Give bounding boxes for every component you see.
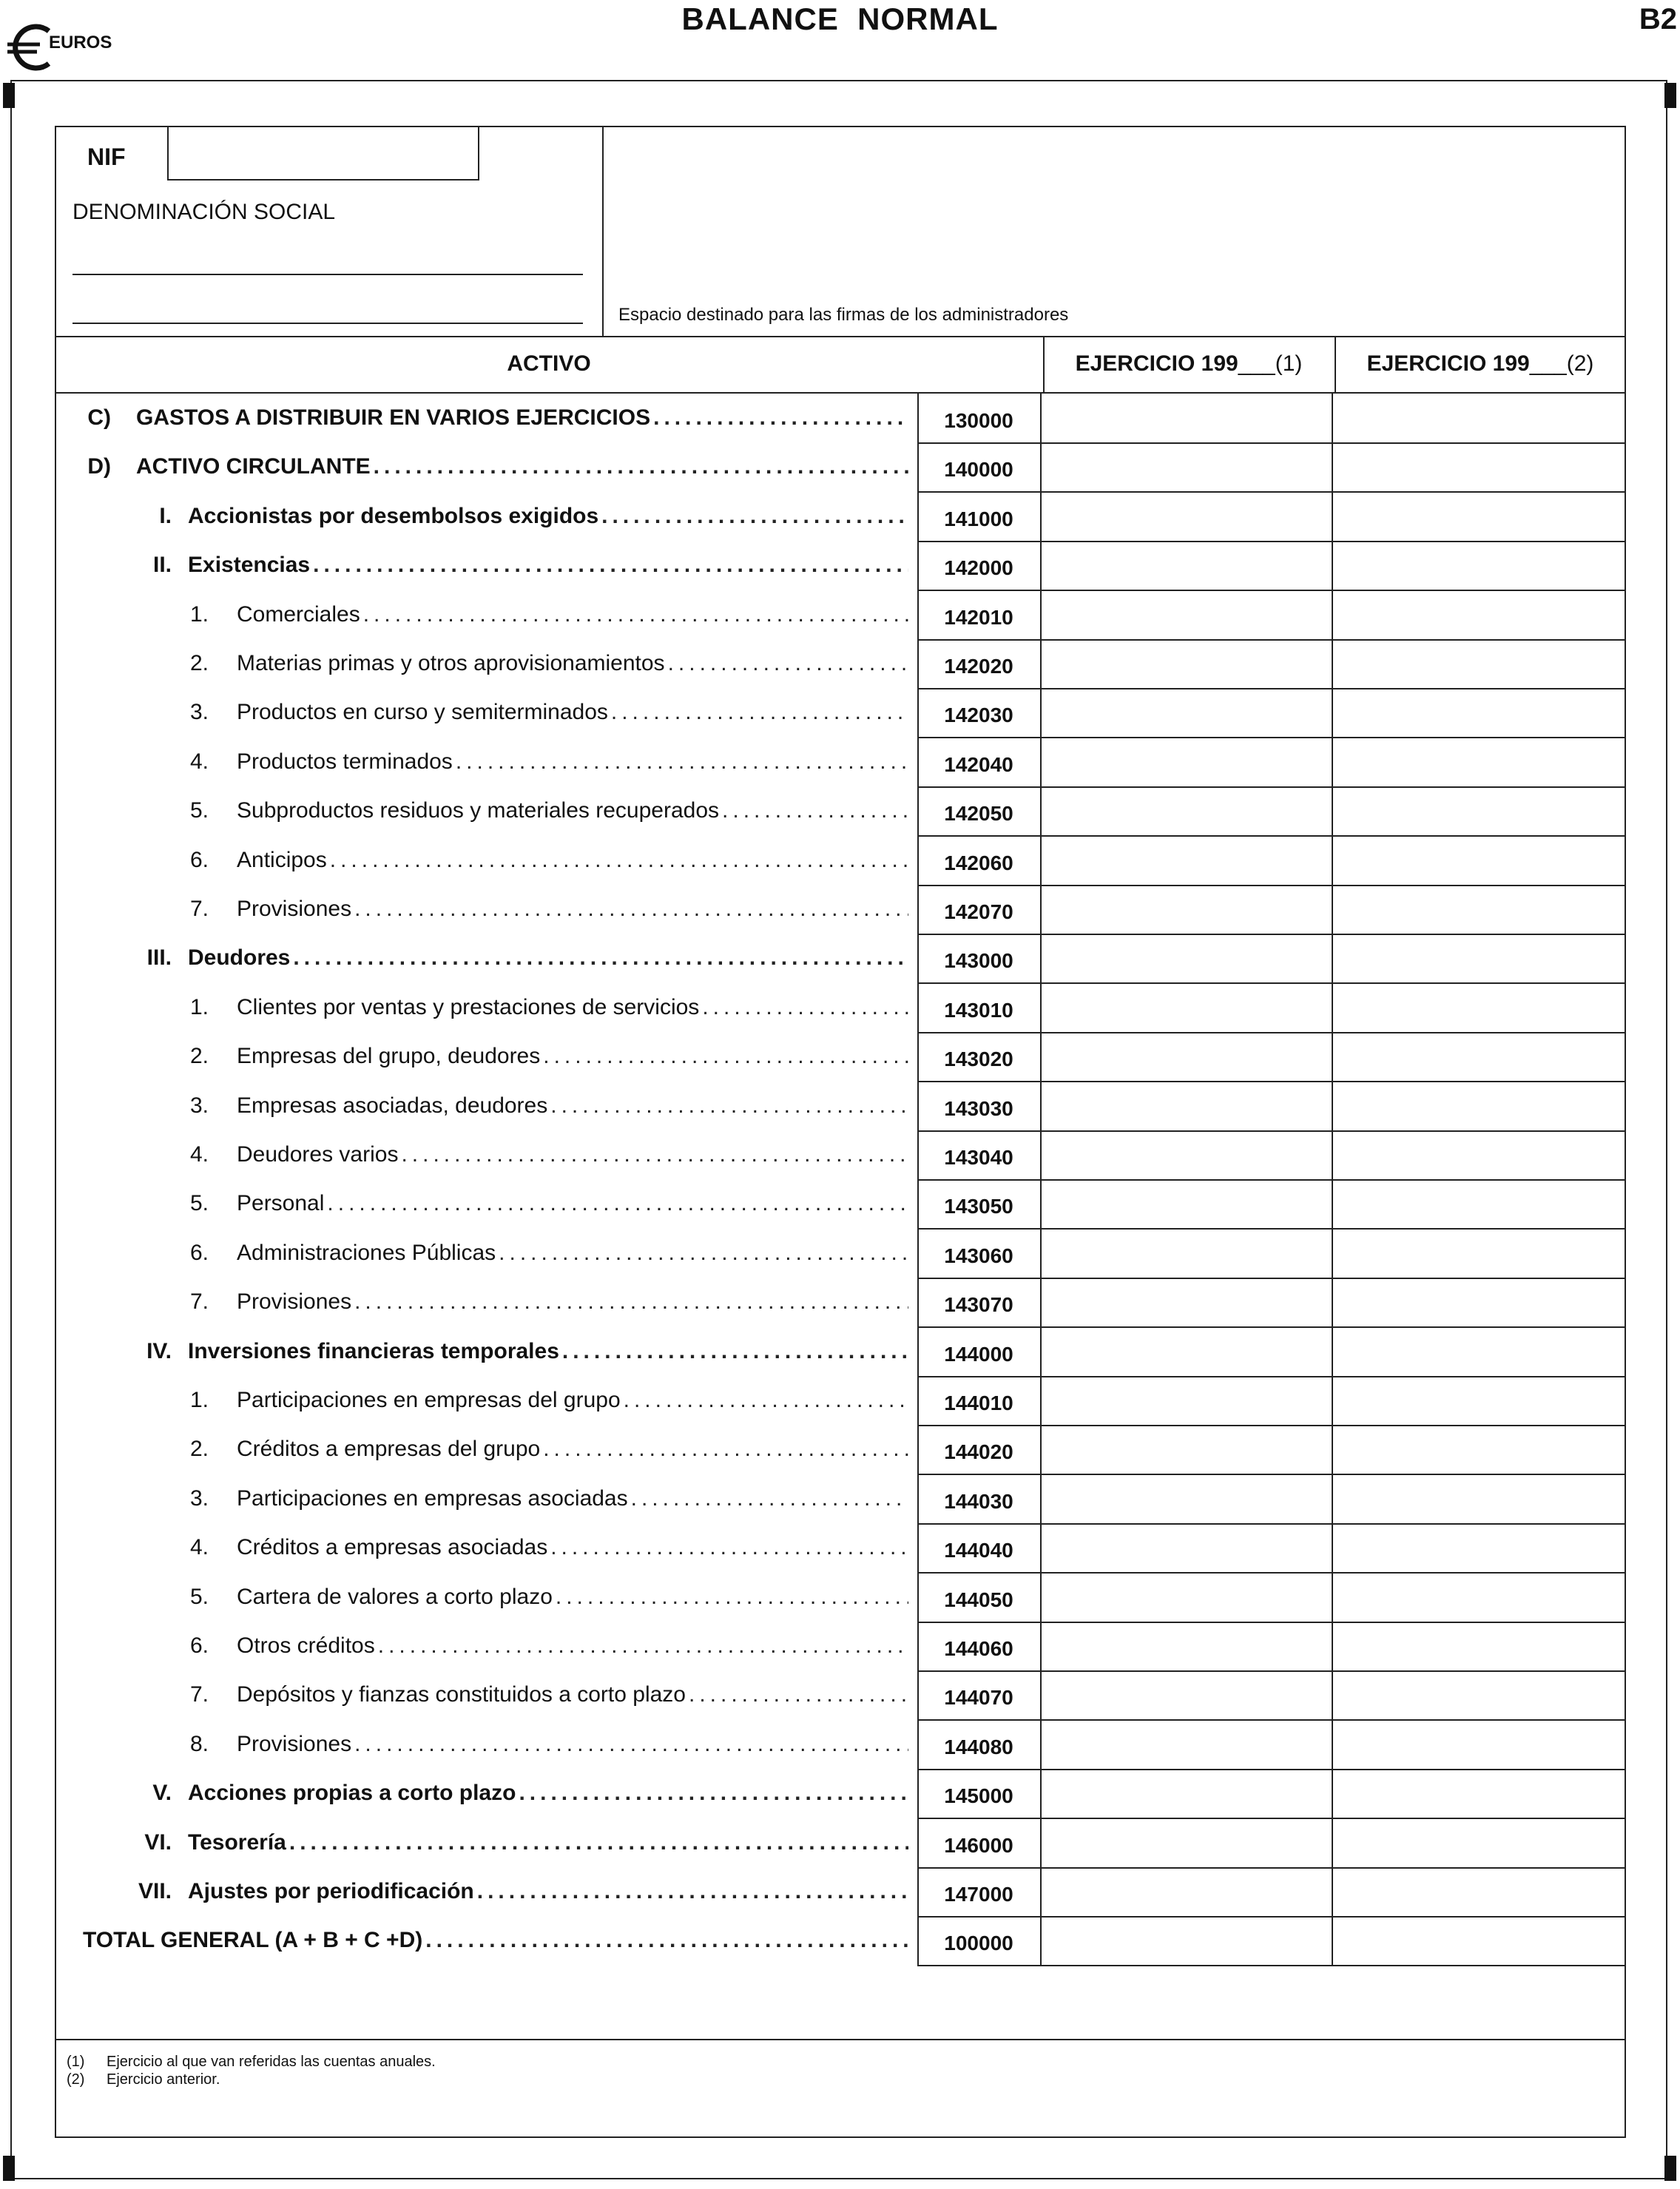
row-code: 142060	[944, 851, 1013, 874]
row-code: 130000	[944, 409, 1013, 432]
dot-leader	[327, 1179, 908, 1228]
value-cell-ejercicio-1[interactable]	[1040, 1082, 1332, 1130]
row-code: 142070	[944, 900, 1013, 923]
row-text: Comerciales	[237, 602, 360, 627]
row-text: Acciones propias a corto plazo	[188, 1781, 516, 1805]
row-text: Cartera de valores a corto plazo	[237, 1585, 553, 1609]
row-number: 5.	[189, 1191, 209, 1215]
dot-leader	[354, 1278, 908, 1326]
denominacion-social-label: DENOMINACIÓN SOCIAL	[72, 200, 336, 224]
value-cell-ejercicio-1[interactable]	[1040, 1032, 1332, 1081]
column-header-ejercicio-1	[1043, 336, 1335, 392]
row-label	[152, 1769, 908, 1818]
footnote-text: Ejercicio anterior.	[107, 2071, 220, 2088]
value-cell-ejercicio-1[interactable]	[1040, 786, 1332, 835]
row-number: 4.	[189, 1142, 209, 1167]
footnote-2	[67, 2071, 220, 2088]
row-code: 142020	[944, 655, 1013, 678]
row-label	[189, 1523, 908, 1572]
row-label	[189, 1130, 908, 1179]
row-label	[189, 885, 908, 934]
row-label	[189, 1229, 908, 1278]
value-cell-ejercicio-1[interactable]	[1040, 1523, 1332, 1572]
row-code: 145000	[944, 1784, 1013, 1807]
value-cell-ejercicio-2[interactable]	[1332, 1818, 1626, 1867]
dot-leader	[354, 885, 908, 934]
row-text: Accionistas por desembolsos exigidos	[188, 504, 599, 528]
row-label	[152, 541, 908, 590]
row-label	[189, 590, 908, 639]
dot-leader	[556, 1573, 908, 1622]
value-cell-ejercicio-1[interactable]	[1040, 1573, 1332, 1622]
value-cell-ejercicio-2[interactable]	[1332, 738, 1626, 786]
row-label	[189, 1720, 908, 1769]
row-text: Productos terminados	[237, 749, 453, 774]
ejercicio-1-label: EJERCICIO 199	[1075, 351, 1238, 376]
row-number: 3.	[189, 700, 209, 724]
ejercicio-2-label: EJERCICIO 199	[1366, 351, 1530, 376]
value-cell-ejercicio-1[interactable]	[1040, 1278, 1332, 1326]
row-code: 144030	[944, 1490, 1013, 1513]
corner-mark-top-left	[3, 83, 15, 108]
value-cell-ejercicio-1[interactable]	[1040, 639, 1332, 688]
value-cell-ejercicio-2[interactable]	[1332, 492, 1626, 541]
dot-leader	[653, 394, 908, 442]
row-text: Deudores varios	[237, 1142, 399, 1167]
currency-label: EUROS	[49, 33, 112, 53]
value-cell-ejercicio-2[interactable]	[1332, 1425, 1626, 1474]
value-cell-ejercicio-2[interactable]	[1332, 1769, 1626, 1818]
footnote-number: (1)	[67, 2054, 85, 2070]
row-text: Otros créditos	[237, 1633, 375, 1658]
row-number: 6.	[189, 848, 209, 872]
row-number: 5.	[189, 798, 209, 823]
value-cell-ejercicio-2[interactable]	[1332, 934, 1626, 982]
row-text: Anticipos	[237, 848, 327, 872]
row-number: II.	[152, 553, 172, 577]
row-code: 143030	[944, 1097, 1013, 1120]
dot-leader	[293, 934, 908, 982]
row-code: 143010	[944, 999, 1013, 1022]
row-number: 6.	[189, 1241, 209, 1265]
row-text: Tesorería	[188, 1830, 286, 1855]
row-label	[189, 1032, 908, 1081]
denominacion-social-field-2[interactable]	[72, 323, 583, 324]
header-divider	[1335, 336, 1336, 392]
row-text: Productos en curso y semiterminados	[237, 700, 608, 724]
row-code: 143020	[944, 1048, 1013, 1070]
value-cell-ejercicio-2[interactable]	[1332, 983, 1626, 1032]
row-text: Personal	[237, 1191, 325, 1215]
value-cell-ejercicio-2[interactable]	[1332, 1916, 1626, 1965]
value-cell-ejercicio-2[interactable]	[1332, 1376, 1626, 1425]
row-text: Participaciones en empresas del grupo	[237, 1388, 621, 1412]
value-cell-ejercicio-1[interactable]	[1040, 1474, 1332, 1523]
row-text: Depósitos y fianzas constituidos a corto plazo	[237, 1682, 686, 1707]
value-cell-ejercicio-1[interactable]	[1040, 1769, 1332, 1818]
row-number: C)	[87, 405, 111, 430]
row-text: Ajustes por periodificación	[188, 1879, 474, 1903]
row-text: Provisiones	[237, 1732, 352, 1756]
value-cell-ejercicio-1[interactable]	[1040, 1622, 1332, 1670]
denominacion-social-field-1[interactable]	[72, 274, 583, 275]
signature-area-label: Espacio destinado para las firmas de los administradores	[618, 305, 1069, 325]
dot-leader	[543, 1425, 908, 1474]
row-label	[189, 639, 908, 688]
row-number: III.	[146, 945, 172, 970]
row-text: Empresas del grupo, deudores	[237, 1044, 541, 1068]
dot-leader	[330, 836, 908, 885]
row-number: D)	[87, 454, 111, 479]
value-cell-ejercicio-1[interactable]	[1040, 836, 1332, 885]
row-text: Clientes por ventas y prestaciones de servicios	[237, 995, 700, 1019]
dot-leader	[378, 1622, 908, 1670]
row-text: Provisiones	[237, 897, 352, 921]
dot-leader	[550, 1082, 908, 1130]
dot-leader	[401, 1130, 908, 1179]
value-cell-ejercicio-1[interactable]	[1040, 1425, 1332, 1474]
value-cell-ejercicio-1[interactable]	[1040, 688, 1332, 737]
value-cell-ejercicio-2[interactable]	[1332, 1474, 1626, 1523]
value-cell-ejercicio-2[interactable]	[1332, 639, 1626, 688]
value-cell-ejercicio-1[interactable]	[1040, 1720, 1332, 1769]
row-text: Créditos a empresas del grupo	[237, 1437, 541, 1461]
value-cell-ejercicio-2[interactable]	[1332, 1179, 1626, 1228]
dot-leader	[631, 1474, 908, 1523]
dot-leader	[543, 1032, 908, 1081]
value-cell-ejercicio-2[interactable]	[1332, 1867, 1626, 1916]
value-cell-ejercicio-1[interactable]	[1040, 1818, 1332, 1867]
row-label	[189, 786, 908, 835]
row-divider	[917, 1965, 1626, 1966]
value-cell-ejercicio-2[interactable]	[1332, 1720, 1626, 1769]
value-cell-ejercicio-1[interactable]	[1040, 1670, 1332, 1719]
dot-leader	[289, 1818, 908, 1867]
row-code: 142000	[944, 556, 1013, 579]
column-header-ejercicio-2	[1335, 336, 1626, 392]
row-code: 142040	[944, 753, 1013, 776]
row-number: V.	[152, 1781, 172, 1805]
value-cell-ejercicio-2[interactable]	[1332, 1032, 1626, 1081]
row-number: VI.	[144, 1830, 172, 1855]
row-code: 146000	[944, 1834, 1013, 1857]
row-label	[83, 1916, 908, 1965]
row-text: Existencias	[188, 553, 311, 577]
nif-label: NIF	[87, 144, 126, 170]
row-code: 100000	[944, 1932, 1013, 1954]
value-cell-ejercicio-2[interactable]	[1332, 442, 1626, 491]
row-label	[189, 1278, 908, 1326]
footnote-text: Ejercicio al que van referidas las cuentas anuales.	[107, 2054, 436, 2070]
row-label	[189, 1425, 908, 1474]
row-label	[189, 1376, 908, 1425]
row-code: 144060	[944, 1637, 1013, 1660]
row-number: I.	[159, 504, 172, 528]
ejercicio-2-suffix: ___(2)	[1529, 351, 1594, 376]
dot-leader	[374, 442, 908, 491]
dot-leader	[611, 688, 908, 737]
row-text: ACTIVO CIRCULANTE	[136, 454, 371, 479]
value-cell-ejercicio-2[interactable]	[1332, 786, 1626, 835]
footnote-1	[67, 2054, 436, 2071]
dot-leader	[354, 1720, 908, 1769]
row-number: VII.	[138, 1879, 172, 1903]
row-code: 143060	[944, 1244, 1013, 1267]
dot-leader	[689, 1670, 908, 1719]
row-code: 144000	[944, 1343, 1013, 1366]
corner-mark-bottom-left	[3, 2156, 15, 2181]
value-cell-ejercicio-1[interactable]	[1040, 1916, 1332, 1965]
row-code: 141000	[944, 507, 1013, 530]
row-text: Administraciones Públicas	[237, 1241, 496, 1265]
value-cell-ejercicio-2[interactable]	[1332, 1130, 1626, 1179]
value-cell-ejercicio-1[interactable]	[1040, 1376, 1332, 1425]
value-cell-ejercicio-1[interactable]	[1040, 983, 1332, 1032]
row-number: 8.	[189, 1732, 209, 1756]
dot-leader	[499, 1229, 908, 1278]
dot-leader	[477, 1867, 908, 1916]
row-label	[144, 1818, 908, 1867]
value-cell-ejercicio-2[interactable]	[1332, 1670, 1626, 1719]
row-code: 147000	[944, 1883, 1013, 1906]
value-cell-ejercicio-2[interactable]	[1332, 590, 1626, 639]
dot-leader	[363, 590, 908, 639]
page-code: B2	[1639, 3, 1677, 36]
dot-leader	[562, 1327, 908, 1376]
value-cell-ejercicio-1[interactable]	[1040, 442, 1332, 491]
row-label	[146, 934, 908, 982]
value-cell-ejercicio-2[interactable]	[1332, 1229, 1626, 1278]
row-number: 1.	[189, 995, 209, 1019]
value-cell-ejercicio-1[interactable]	[1040, 1327, 1332, 1376]
page-title: BALANCE NORMAL	[681, 1, 999, 36]
footnote-divider	[55, 2039, 1626, 2040]
value-cell-ejercicio-2[interactable]	[1332, 836, 1626, 885]
row-number: 1.	[189, 1388, 209, 1412]
corner-mark-top-right	[1664, 83, 1676, 108]
value-cell-ejercicio-1[interactable]	[1040, 738, 1332, 786]
row-number: 5.	[189, 1585, 209, 1609]
row-number: 7.	[189, 1682, 209, 1707]
column-divider	[917, 394, 919, 1966]
row-text: Inversiones financieras temporales	[188, 1339, 559, 1363]
signature-divider	[602, 126, 604, 336]
row-code: 142010	[944, 606, 1013, 629]
value-cell-ejercicio-1[interactable]	[1040, 934, 1332, 982]
corner-mark-bottom-right	[1664, 2156, 1676, 2181]
row-text: TOTAL GENERAL (A + B + C +D)	[83, 1928, 423, 1952]
row-code: 142030	[944, 704, 1013, 726]
row-text: Materias primas y otros aprovisionamientos	[237, 651, 665, 675]
row-number: 2.	[189, 1437, 209, 1461]
row-number: 3.	[189, 1093, 209, 1118]
row-code: 143050	[944, 1195, 1013, 1218]
nif-input[interactable]	[167, 126, 479, 181]
value-cell-ejercicio-2[interactable]	[1332, 394, 1626, 442]
row-text: Empresas asociadas, deudores	[237, 1093, 548, 1118]
row-text: Participaciones en empresas asociadas	[237, 1486, 628, 1511]
row-label	[189, 738, 908, 786]
value-cell-ejercicio-2[interactable]	[1332, 1278, 1626, 1326]
row-label	[189, 983, 908, 1032]
dot-leader	[668, 639, 908, 688]
row-text: Provisiones	[237, 1289, 352, 1314]
header-divider	[1043, 336, 1045, 392]
row-label	[159, 492, 908, 541]
row-code: 140000	[944, 458, 1013, 481]
column-divider	[1040, 392, 1042, 1966]
row-code: 144020	[944, 1440, 1013, 1463]
row-code: 144080	[944, 1736, 1013, 1758]
column-divider	[1332, 392, 1333, 1966]
row-code: 144050	[944, 1588, 1013, 1611]
value-cell-ejercicio-2[interactable]	[1332, 541, 1626, 590]
dot-leader	[624, 1376, 908, 1425]
value-cell-ejercicio-1[interactable]	[1040, 541, 1332, 590]
row-code: 143000	[944, 949, 1013, 972]
dot-leader	[550, 1523, 908, 1572]
row-number: 6.	[189, 1633, 209, 1658]
row-number: 4.	[189, 1535, 209, 1559]
row-label	[138, 1867, 908, 1916]
value-cell-ejercicio-1[interactable]	[1040, 1179, 1332, 1228]
row-text: Deudores	[188, 945, 291, 970]
row-label	[189, 1474, 908, 1523]
row-code: 144070	[944, 1686, 1013, 1709]
row-number: 4.	[189, 749, 209, 774]
dot-leader	[456, 738, 908, 786]
value-cell-ejercicio-2[interactable]	[1332, 1523, 1626, 1572]
value-cell-ejercicio-2[interactable]	[1332, 885, 1626, 934]
value-cell-ejercicio-1[interactable]	[1040, 394, 1332, 442]
value-cell-ejercicio-2[interactable]	[1332, 1622, 1626, 1670]
value-cell-ejercicio-2[interactable]	[1332, 1573, 1626, 1622]
row-label	[189, 1082, 908, 1130]
row-number: 2.	[189, 651, 209, 675]
row-label	[146, 1327, 908, 1376]
row-label	[189, 1670, 908, 1719]
row-code: 143070	[944, 1293, 1013, 1316]
row-code: 142050	[944, 802, 1013, 825]
row-code: 144010	[944, 1392, 1013, 1414]
column-header-activo: ACTIVO	[507, 351, 591, 376]
row-number: 7.	[189, 1289, 209, 1314]
row-code: 144040	[944, 1539, 1013, 1562]
row-text: Subproductos residuos y materiales recuperados	[237, 798, 720, 823]
row-code: 143040	[944, 1146, 1013, 1169]
value-cell-ejercicio-1[interactable]	[1040, 1229, 1332, 1278]
row-label	[87, 442, 908, 491]
row-label	[189, 1179, 908, 1228]
ejercicio-1-suffix: ___(1)	[1238, 351, 1303, 376]
dot-leader	[313, 541, 908, 590]
value-cell-ejercicio-2[interactable]	[1332, 1082, 1626, 1130]
value-cell-ejercicio-2[interactable]	[1332, 688, 1626, 737]
dot-leader	[702, 983, 908, 1032]
value-cell-ejercicio-2[interactable]	[1332, 1327, 1626, 1376]
row-label	[189, 1622, 908, 1670]
row-number: 1.	[189, 602, 209, 627]
row-number: 2.	[189, 1044, 209, 1068]
row-label	[189, 1573, 908, 1622]
row-label	[189, 836, 908, 885]
dot-leader	[722, 786, 908, 835]
row-text: GASTOS A DISTRIBUIR EN VARIOS EJERCICIOS	[136, 405, 651, 430]
value-cell-ejercicio-1[interactable]	[1040, 885, 1332, 934]
row-number: IV.	[146, 1339, 172, 1363]
row-number: 7.	[189, 897, 209, 921]
value-cell-ejercicio-1[interactable]	[1040, 590, 1332, 639]
dot-leader	[601, 492, 908, 541]
row-number: 3.	[189, 1486, 209, 1511]
value-cell-ejercicio-1[interactable]	[1040, 492, 1332, 541]
row-label	[189, 688, 908, 737]
row-text: Créditos a empresas asociadas	[237, 1535, 548, 1559]
dot-leader	[425, 1916, 908, 1965]
row-label	[87, 394, 908, 442]
value-cell-ejercicio-1[interactable]	[1040, 1867, 1332, 1916]
value-cell-ejercicio-1[interactable]	[1040, 1130, 1332, 1179]
dot-leader	[519, 1769, 908, 1818]
footnote-number: (2)	[67, 2071, 85, 2088]
